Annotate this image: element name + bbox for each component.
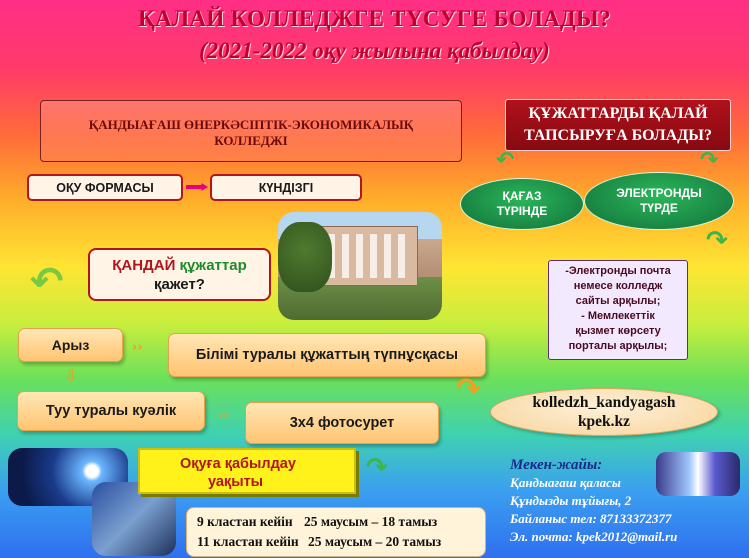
study-form-value: КҮНДІЗГІ bbox=[258, 180, 314, 195]
doc-application bbox=[18, 328, 123, 362]
documents-question-box bbox=[88, 248, 271, 301]
college-name-banner bbox=[40, 100, 462, 162]
doc-education bbox=[168, 333, 486, 377]
electronic-detail-line: сайты арқылы; bbox=[575, 295, 661, 307]
doc-birth-cert bbox=[17, 391, 205, 431]
admission-row-11-grade: 11 кластан кейін bbox=[197, 534, 299, 549]
documents-question-line2: қажет? bbox=[154, 275, 205, 293]
page-title: ҚАЛАЙ КОЛЛЕДЖГЕ ТҮСУГЕ БОЛАДЫ? bbox=[138, 6, 611, 31]
documents-question-line1 bbox=[112, 256, 247, 275]
address-street: Құндызды тұйығы, 2 bbox=[510, 493, 632, 508]
doc-application-label: Арыз bbox=[51, 337, 90, 353]
electronic-detail-line: -Электронды почта bbox=[565, 265, 671, 277]
social-oval bbox=[490, 388, 718, 436]
social-account[interactable]: kolledzh_kandyagash bbox=[532, 394, 676, 411]
curved-arrow-down-icon: ↷ bbox=[706, 226, 728, 256]
contact-email[interactable]: Эл. почта: kpek2012@mail.ru bbox=[510, 529, 678, 544]
admission-title-line1: Оқуға қабылдау bbox=[180, 456, 296, 472]
admission-dates-box bbox=[186, 507, 486, 557]
admission-title-box bbox=[138, 448, 356, 494]
study-form-value-box bbox=[210, 174, 362, 201]
doc-photo bbox=[245, 402, 439, 444]
admission-row-9-dates: 25 маусым – 18 тамыз bbox=[304, 514, 438, 529]
electronic-detail-line: порталы арқылы; bbox=[568, 340, 668, 352]
college-building-photo bbox=[278, 212, 442, 320]
admission-row-9-grade: 9 кластан кейін bbox=[197, 514, 293, 529]
address-label: Мекен-жайы: bbox=[510, 457, 603, 473]
admission-row-11 bbox=[197, 532, 485, 552]
curved-arrow-right-icon: ↷ bbox=[700, 148, 719, 173]
college-name: ҚАНДЫАҒАШ ӨНЕРКӘСІПТІК-ЭКОНОМИКАЛЫҚ КОЛЛЕДЖІ bbox=[88, 117, 414, 148]
submission-question-box bbox=[505, 99, 731, 151]
address-city: Қандыағаш қаласы bbox=[510, 475, 621, 490]
curved-arrow-left-icon: ↶ bbox=[496, 148, 515, 173]
electronic-detail-line: қызмет көрсету bbox=[575, 325, 661, 337]
documents-question-emph: ҚАНДАЙ bbox=[112, 256, 176, 274]
electronic-detail-line: немесе колледж bbox=[573, 280, 663, 292]
tree bbox=[278, 222, 332, 292]
curved-arrow-documents-icon: ↶ bbox=[30, 259, 64, 305]
admission-row-9 bbox=[197, 512, 485, 532]
contact-info bbox=[510, 456, 740, 546]
study-form-arrow-icon bbox=[186, 183, 208, 191]
documents-question-rest: құжаттар bbox=[179, 256, 247, 274]
study-form-label-box bbox=[27, 174, 183, 201]
arrow-right-icon: ›› bbox=[218, 408, 229, 423]
doc-education-label: Білімі туралы құжаттың түпнұсқасы bbox=[195, 347, 459, 363]
paper-option bbox=[460, 178, 584, 230]
admission-row-11-dates: 25 маусым – 20 тамыз bbox=[308, 534, 442, 549]
building-windows bbox=[328, 234, 410, 278]
curved-arrow-green-icon: ↷ bbox=[366, 453, 388, 483]
curved-arrow-orange-icon: ↷ bbox=[456, 372, 482, 407]
paper-option-label: ҚАҒАЗ ТҮРІНДЕ bbox=[496, 189, 548, 218]
contact-phone[interactable]: Байланыс тел: 87133372377 bbox=[510, 511, 672, 526]
page-subtitle: (2021-2022 оқу жылына қабылдау) bbox=[199, 38, 550, 63]
arrow-right-icon: ›› bbox=[132, 340, 143, 355]
arrow-down-icon: ⇩ bbox=[64, 366, 78, 385]
submission-question: ҚҰЖАТТАРДЫ ҚАЛАЙ ТАПСЫРУҒА БОЛАДЫ? bbox=[524, 105, 712, 144]
doc-birth-cert-label: Туу туралы куәлік bbox=[45, 403, 177, 419]
admission-title-line2: уақыты bbox=[208, 474, 264, 490]
doc-photo-label: 3х4 фотосурет bbox=[289, 415, 395, 431]
electronic-option bbox=[584, 172, 734, 230]
electronic-detail-line: - Мемлекеттік bbox=[581, 310, 655, 322]
electronic-option-label: ЭЛЕКТРОНДЫ ТҮРДЕ bbox=[616, 186, 702, 215]
electronic-details bbox=[548, 260, 688, 360]
study-form-label: ОҚУ ФОРМАСЫ bbox=[56, 180, 154, 195]
website-link[interactable]: kpek.kz bbox=[577, 413, 631, 430]
